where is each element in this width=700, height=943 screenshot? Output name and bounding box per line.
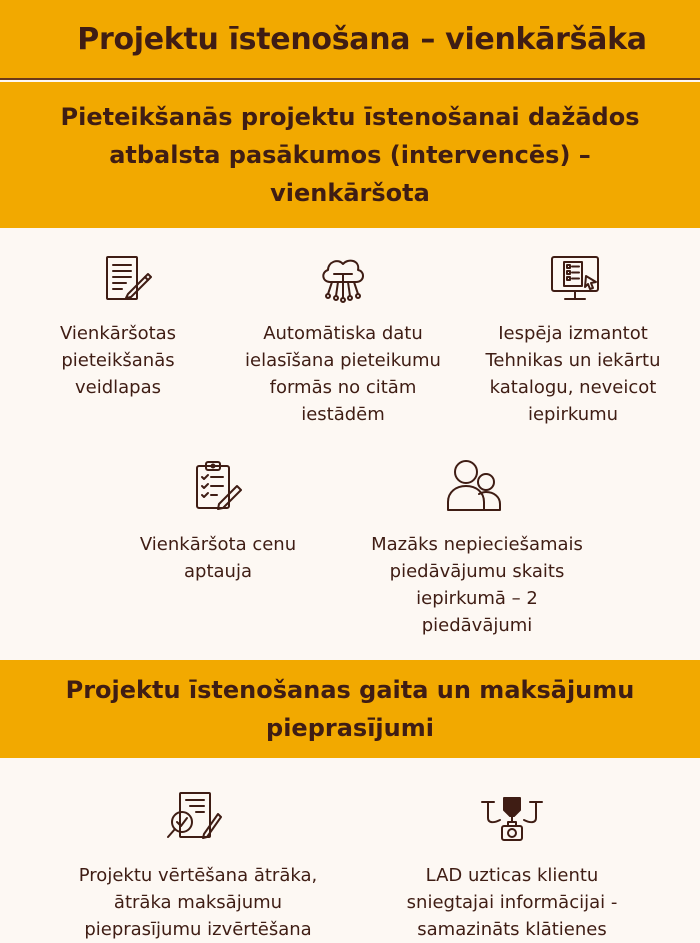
section-heading-text: Pieteikšanās projektu īstenošanai dažādos atbalsta pasākumos (intervencēs) – vienkāršota [60, 103, 640, 207]
document-magnifier-icon [166, 790, 222, 844]
cloud-data-icon [318, 254, 368, 304]
checklist-clipboard-icon [193, 460, 245, 512]
page-header [0, 0, 700, 80]
item-simplified-price-survey: Vienkāršota cenu aptauja [139, 534, 297, 582]
section-heading-text: Projektu īstenošanas gaita un maksājumu pieprasījumi [65, 676, 635, 742]
form-pen-icon [104, 254, 154, 304]
item-auto-data-import: Automātiska datu ielasīšana pieteikumu formās no citām iestādēm [245, 323, 441, 425]
section-heading-implementation [0, 660, 700, 758]
page-title: Projektu īstenošana – vienkāršāka [77, 22, 647, 57]
section-heading-application [0, 82, 700, 228]
drone-camera-icon [480, 796, 544, 844]
item-simplified-forms: Vienkāršotas pieteikšanās veidlapas [59, 323, 177, 398]
people-icon [446, 458, 502, 512]
item-equipment-catalog: Iespēja izmantot Tehnikas un iekārtu katalogu, neveicot iepirkumu [485, 323, 661, 425]
item-fewer-offers: Mazāks nepieciešamais piedāvājumu skaits iepirkumā – 2 piedāvājumi [371, 534, 583, 636]
catalog-monitor-icon [550, 254, 602, 304]
item-faster-evaluation: Projektu vērtēšana ātrāka, ātrāka maksājumu pieprasījumu izvērtēšana [78, 865, 318, 940]
item-trust-client-info: LAD uzticas klientu sniegtajai informācijai - samazināts klātienes [406, 865, 618, 940]
